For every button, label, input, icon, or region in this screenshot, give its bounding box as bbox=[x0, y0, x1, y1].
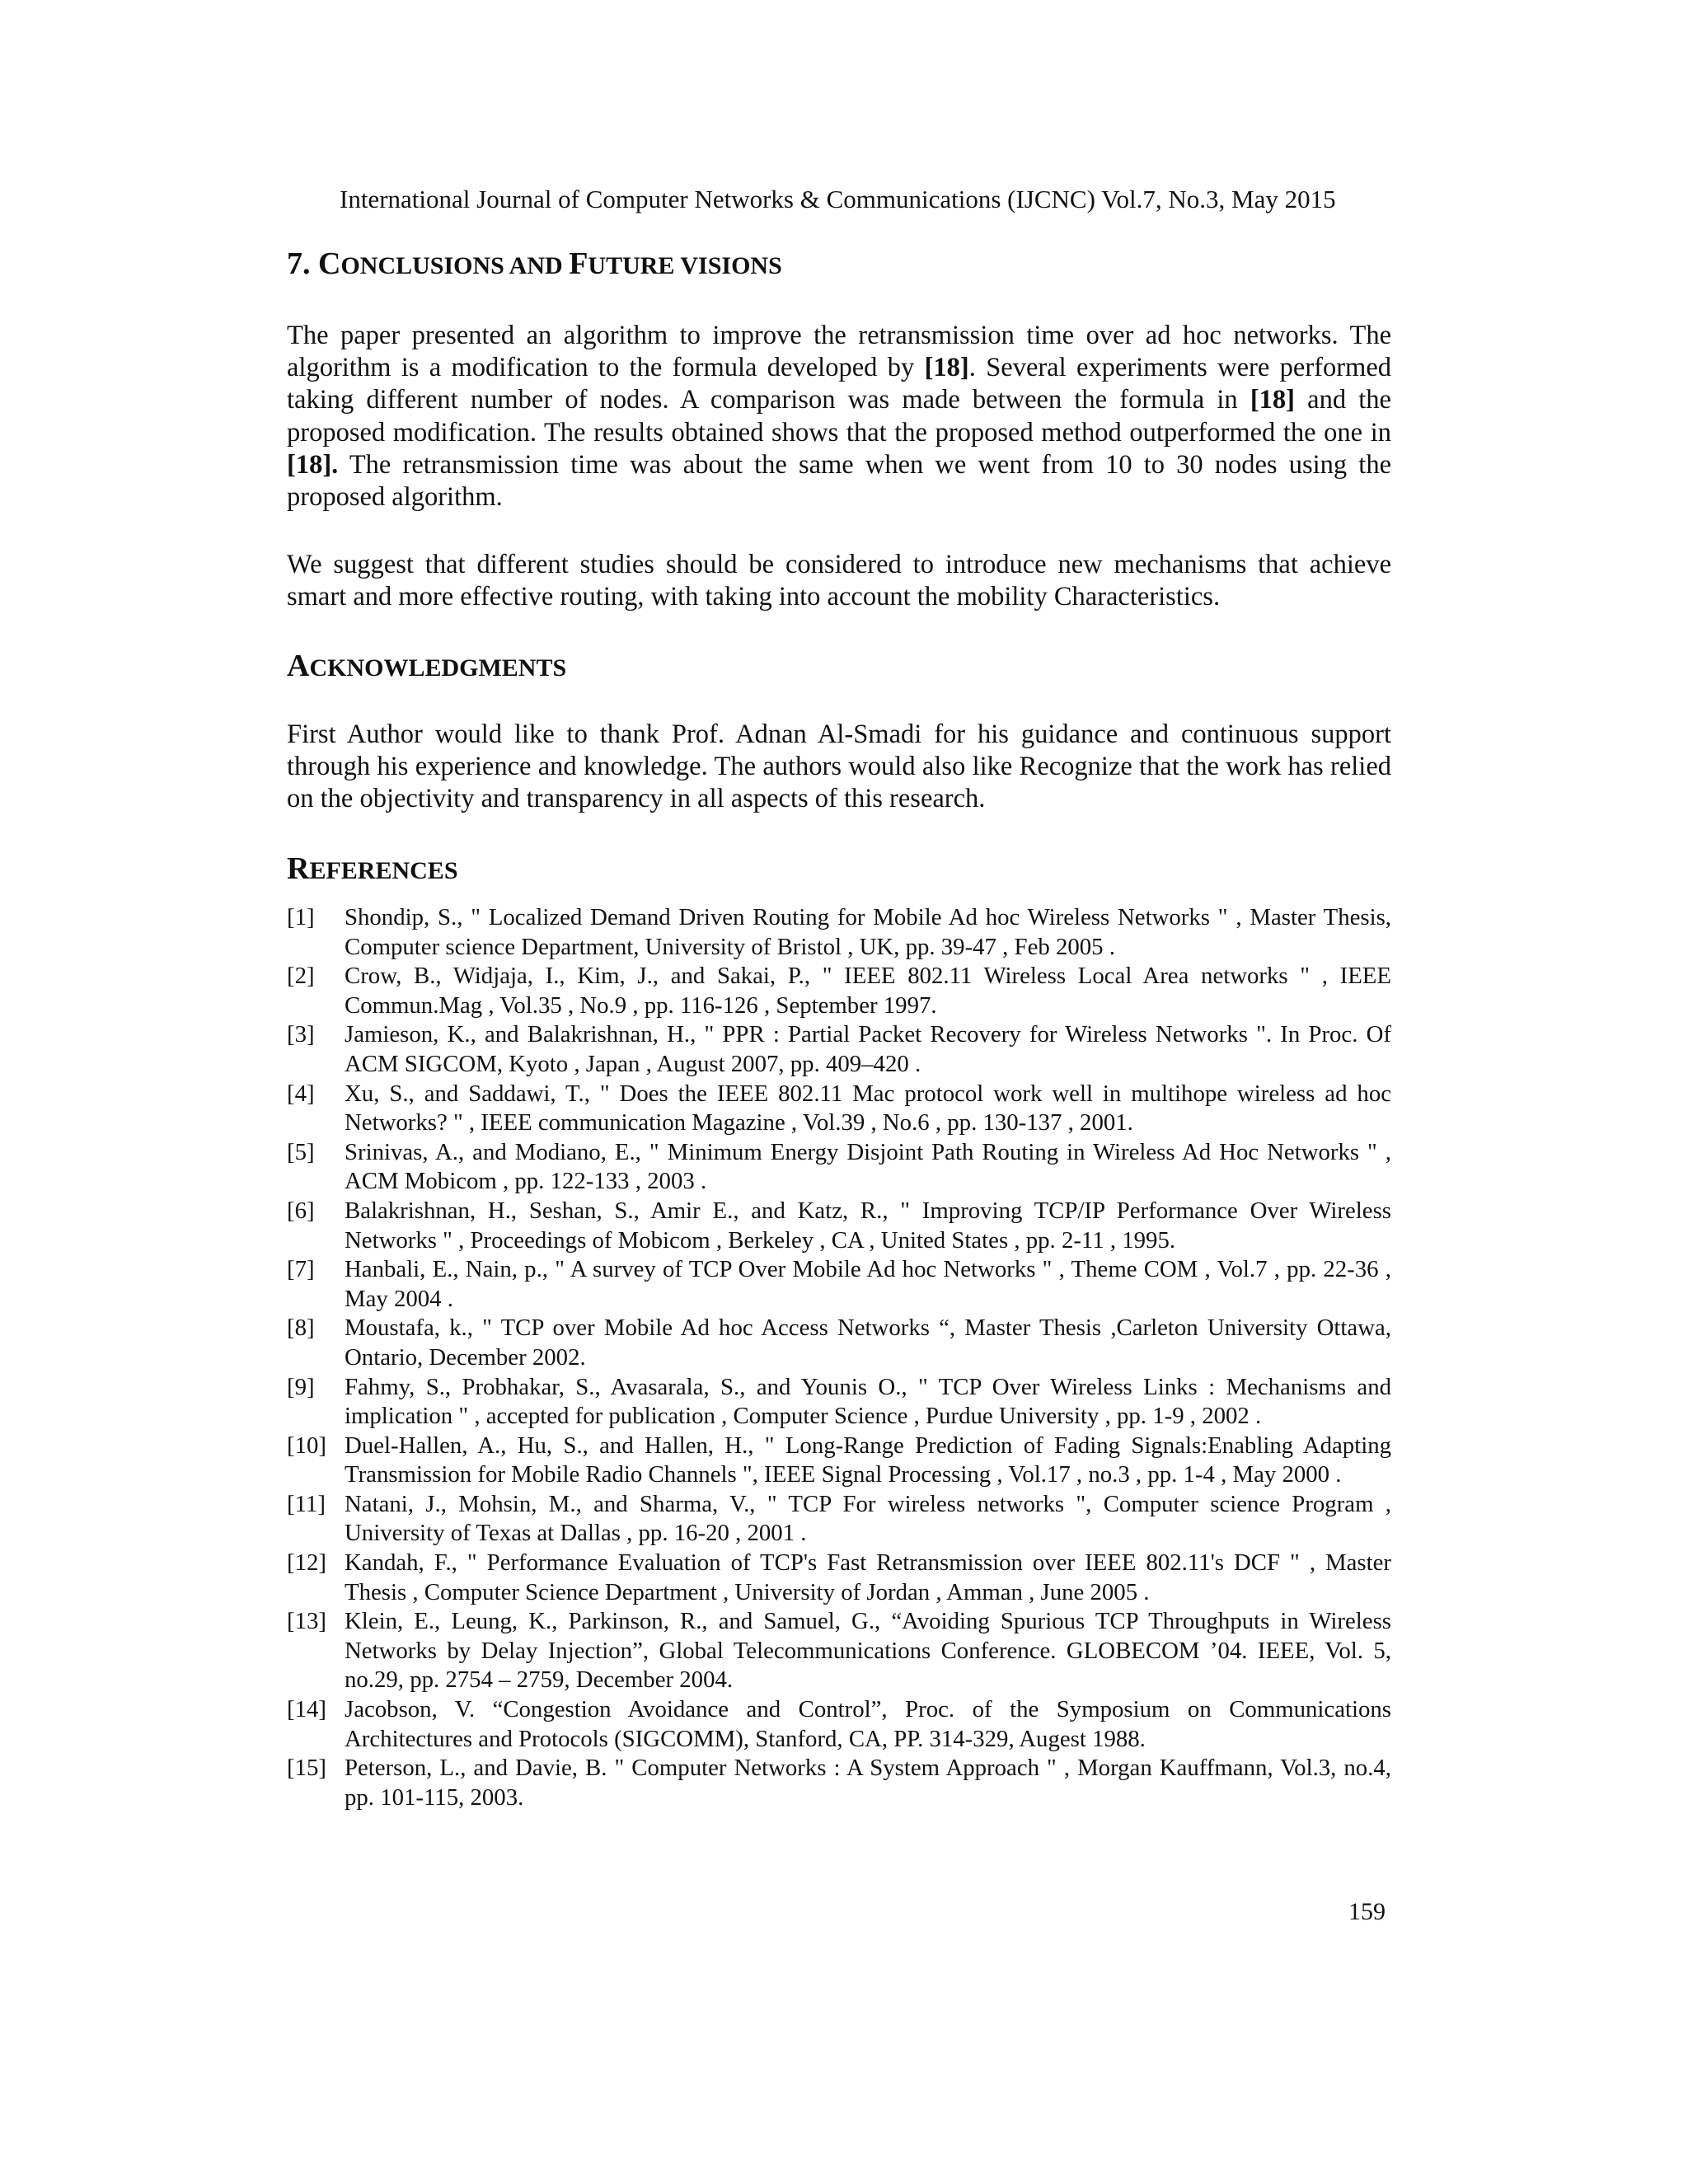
reference-item bbox=[287, 1432, 1391, 1490]
reference-text: Shondip, S., " Localized Demand Driven Routing for Mobile Ad hoc Wireless Networks " , Master Thesis, Computer science Department, University of Bristol , UK, pp. 39-47 , Feb 2005 . bbox=[345, 904, 1391, 960]
reference-text: Jacobson, V. “Congestion Avoidance and Control”, Proc. of the Symposium on Communications Architectures and Protocols (SIGCOMM), Stanford, CA, PP. 314-329, Augest 1988. bbox=[345, 1696, 1391, 1752]
reference-text: Jamieson, K., and Balakrishnan, H., " PPR : Partial Packet Recovery for Wireless Networks ". In Proc. Of ACM SIGCOM, Kyoto , Japan , August 2007, pp. 409–420 . bbox=[345, 1021, 1391, 1077]
running-header: International Journal of Computer Networks & Communications (IJCNC) Vol.7, No.3, May 2015 bbox=[340, 185, 1336, 213]
acknowledgments-heading: ACKNOWLEDGMENTS bbox=[287, 649, 567, 683]
reference-text: Crow, B., Widjaja, I., Kim, J., and Sakai, P., " IEEE 802.11 Wireless Local Area networks " , IEEE Commun.Mag , Vol.35 , No.9 , pp. 116-126 , September 1997. bbox=[345, 963, 1391, 1019]
page-number: 159 bbox=[1348, 1898, 1386, 1925]
reference-item bbox=[287, 1373, 1391, 1432]
reference-item bbox=[287, 1255, 1391, 1314]
reference-item bbox=[287, 1080, 1391, 1138]
reference-number: [14] bbox=[287, 1696, 326, 1723]
reference-item bbox=[287, 1197, 1391, 1255]
citation-18: [18] bbox=[1250, 385, 1295, 415]
reference-item bbox=[287, 1607, 1391, 1695]
reference-text: Peterson, L., and Davie, B. " Computer Networks : A System Approach " , Morgan Kauffmann, Vol.3, no.4, pp. 101-115, 2003. bbox=[345, 1755, 1391, 1811]
reference-text: Moustafa, k., " TCP over Mobile Ad hoc Access Networks “, Master Thesis ,Carleton University Ottawa, Ontario, December 2002. bbox=[345, 1315, 1391, 1371]
reference-text: Fahmy, S., Probhakar, S., Avasarala, S., and Younis O., " TCP Over Wireless Links : Mechanisms and implication " , accepted for publication , Computer Science , Purdue University , pp. 1-9 , 2002 . bbox=[345, 1373, 1391, 1430]
reference-number: [5] bbox=[287, 1138, 315, 1165]
reference-item bbox=[287, 1490, 1391, 1549]
reference-item bbox=[287, 1314, 1391, 1372]
conclusions-paragraph-2: We suggest that different studies should be considered to introduce new mechanisms that achieve smart and more effective routing, with taking into account the mobility Characteristics. bbox=[287, 550, 1391, 612]
reference-number: [11] bbox=[287, 1490, 326, 1517]
conclusions-paragraph-1: The paper presented an algorithm to improve the retransmission time over ad hoc networks. The algorithm is a modification to the formula developed by [18]. Several experiments were performed taking different number of nodes. A comparison was made between the formula in [18] and the proposed modification. The results obtained shows that the proposed method outperformed the one in [18]. The retransmission time was about the same when we went from 10 to 30 nodes using the proposed algorithm. bbox=[287, 321, 1391, 513]
reference-number: [1] bbox=[287, 904, 315, 930]
reference-number: [12] bbox=[287, 1549, 326, 1577]
reference-item bbox=[287, 1549, 1391, 1607]
conclusions-heading: 7. CONCLUSIONS AND FUTURE VISIONS bbox=[287, 246, 782, 281]
reference-item bbox=[287, 1695, 1391, 1754]
reference-number: [7] bbox=[287, 1256, 315, 1283]
reference-text: Natani, J., Mohsin, M., and Sharma, V., " TCP For wireless networks ", Computer science Program , University of Texas at Dallas , pp. 16-20 , 2001 . bbox=[345, 1490, 1391, 1547]
citation-18: [18]. bbox=[287, 449, 339, 480]
citation-18: [18] bbox=[924, 353, 969, 383]
acknowledgments-paragraph: First Author would like to thank Prof. Adnan Al-Smadi for his guidance and continuous support through his experience and knowledge. The authors would also like Recognize that the work has relied on the objectivity and transparency in all aspects of this research. bbox=[287, 719, 1391, 814]
reference-text: Hanbali, E., Nain, p., " A survey of TCP Over Mobile Ad hoc Networks " , Theme COM , Vol.7 , pp. 22-36 , May 2004 . bbox=[345, 1256, 1391, 1312]
reference-number: [3] bbox=[287, 1021, 315, 1048]
references-heading: REFERENCES bbox=[287, 851, 458, 886]
reference-number: [6] bbox=[287, 1197, 315, 1224]
reference-text: Klein, E., Leung, K., Parkinson, R., and Samuel, G., “Avoiding Spurious TCP Throughputs in Wireless Networks by Delay Injection”, Global Telecommunications Conference. GLOBECOM ’04. IEEE, Vol. 5, no.29, pp. 2754 – 2759, December 2004. bbox=[345, 1608, 1391, 1694]
reference-item bbox=[287, 903, 1391, 962]
reference-number: [9] bbox=[287, 1373, 315, 1400]
reference-number: [2] bbox=[287, 963, 315, 990]
reference-item bbox=[287, 1020, 1391, 1079]
reference-number: [15] bbox=[287, 1755, 326, 1782]
reference-text: Srinivas, A., and Modiano, E., " Minimum Energy Disjoint Path Routing in Wireless Ad Hoc Networks " , ACM Mobicom , pp. 122-133 , 2003 . bbox=[345, 1138, 1391, 1195]
reference-number: [10] bbox=[287, 1432, 326, 1459]
reference-item bbox=[287, 1754, 1391, 1812]
reference-text: Balakrishnan, H., Seshan, S., Amir E., and Katz, R., " Improving TCP/IP Performance Over Wireless Networks " , Proceedings of Mobicom , Berkeley , CA , United States , pp. 2-11 , 1995. bbox=[345, 1197, 1391, 1254]
reference-number: [13] bbox=[287, 1608, 326, 1635]
reference-text: Xu, S., and Saddawi, T., " Does the IEEE 802.11 Mac protocol work well in multihope wireless ad hoc Networks? " , IEEE communication Magazine , Vol.39 , No.6 , pp. 130-137 , 2001. bbox=[345, 1080, 1391, 1137]
reference-number: [8] bbox=[287, 1315, 315, 1342]
reference-item bbox=[287, 962, 1391, 1020]
reference-text: Duel-Hallen, A., Hu, S., and Hallen, H., " Long-Range Prediction of Fading Signals:Enabling Adapting Transmission for Mobile Radio Channels ", IEEE Signal Processing , Vol.17 , no.3 , pp. 1-4 , May 2000 . bbox=[345, 1432, 1391, 1488]
reference-number: [4] bbox=[287, 1080, 315, 1107]
references-list bbox=[287, 903, 1391, 1812]
reference-item bbox=[287, 1138, 1391, 1197]
reference-text: Kandah, F., " Performance Evaluation of TCP's Fast Retransmission over IEEE 802.11's DCF " , Master Thesis , Computer Science Department , University of Jordan , Amman , June 2005 . bbox=[345, 1549, 1391, 1605]
